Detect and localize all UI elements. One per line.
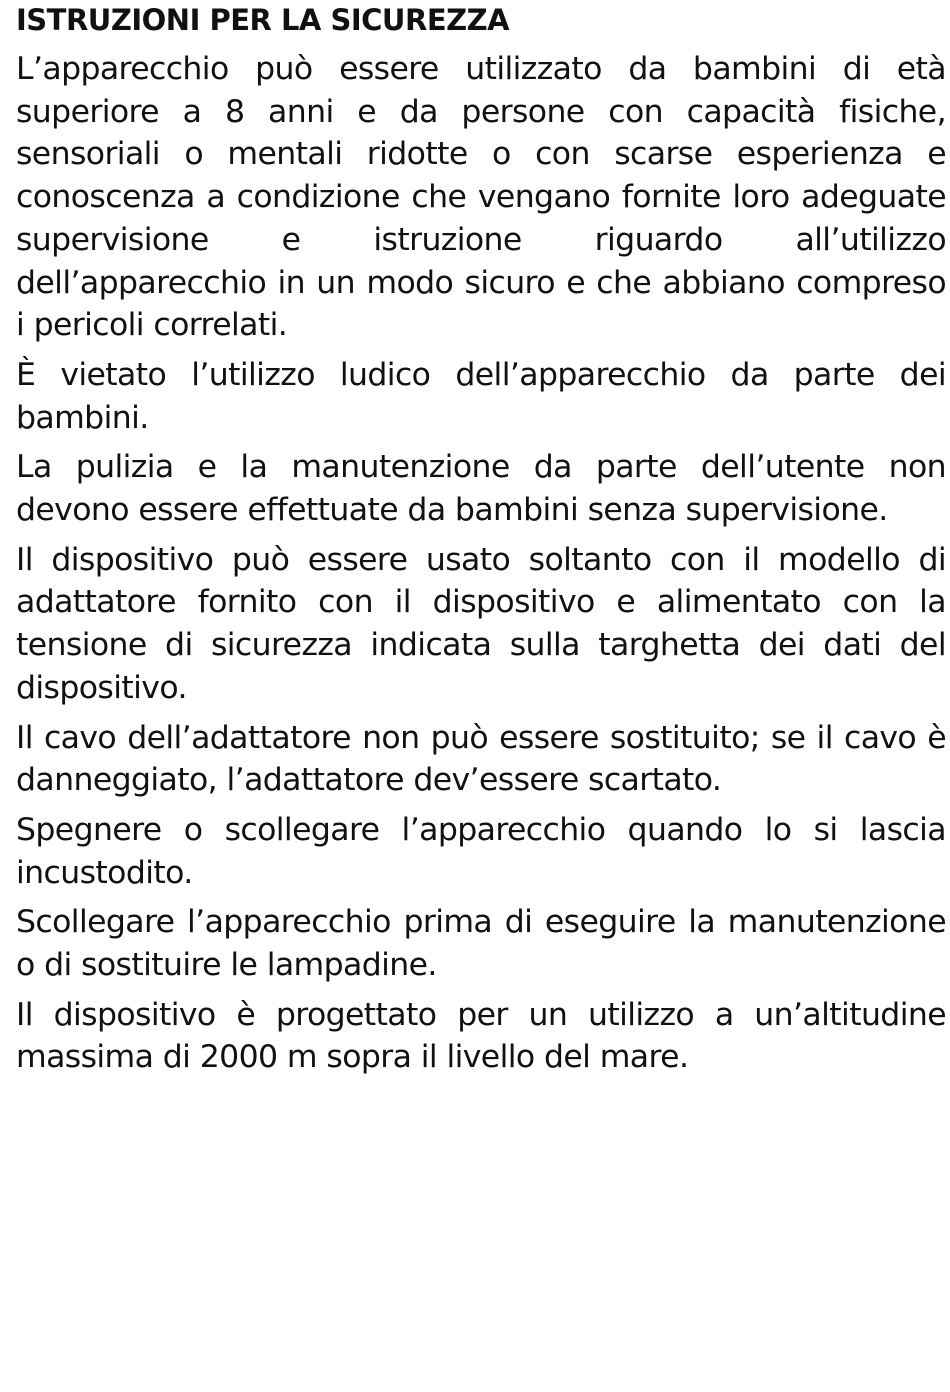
paragraph-no-play: È vietato l’utilizzo ludico dell’apparecchio da parte dei bambini. [16,356,946,436]
paragraph-adapter: Il dispositivo può essere usato soltanto con il modello di adattatore fornito con il dispositivo e alimentato con la tensione di sicurezza indicata sulla targhetta dei dati del dispositivo. [16,541,946,706]
paragraph-unattended: Spegnere o scollegare l’apparecchio quando lo si lascia incustodito. [16,811,946,891]
paragraph-cable: Il cavo dell’adattatore non può essere sostituito; se il cavo è danneggiato, l’adattatore dev’essere scartato. [16,719,946,799]
paragraph-supervision: L’apparecchio può essere utilizzato da bambini di età superiore a 8 anni e da persone con capacità fisiche, sensoriali o mentali ridotte o con scarse esperienza e conoscenza a condizione che vengano fornite loro adeguate supervisione e istruzione riguardo all’utilizzo dell’apparecchio in un modo sicuro e che abbiano compreso i pericoli correlati. [16,51,946,344]
section-title: ISTRUZIONI PER LA SICUREZZA [16,3,510,37]
paragraph-altitude: Il dispositivo è progettato per un utilizzo a un’altitudine massima di 2000 m sopra il livello del mare. [16,996,946,1076]
paragraph-cleaning: La pulizia e la manutenzione da parte dell’utente non devono essere effettuate da bambini senza supervisione. [16,449,946,529]
safety-instructions-page [16,0,946,1086]
paragraph-maintenance: Scollegare l’apparecchio prima di eseguire la manutenzione o di sostituire le lampadine. [16,904,946,984]
